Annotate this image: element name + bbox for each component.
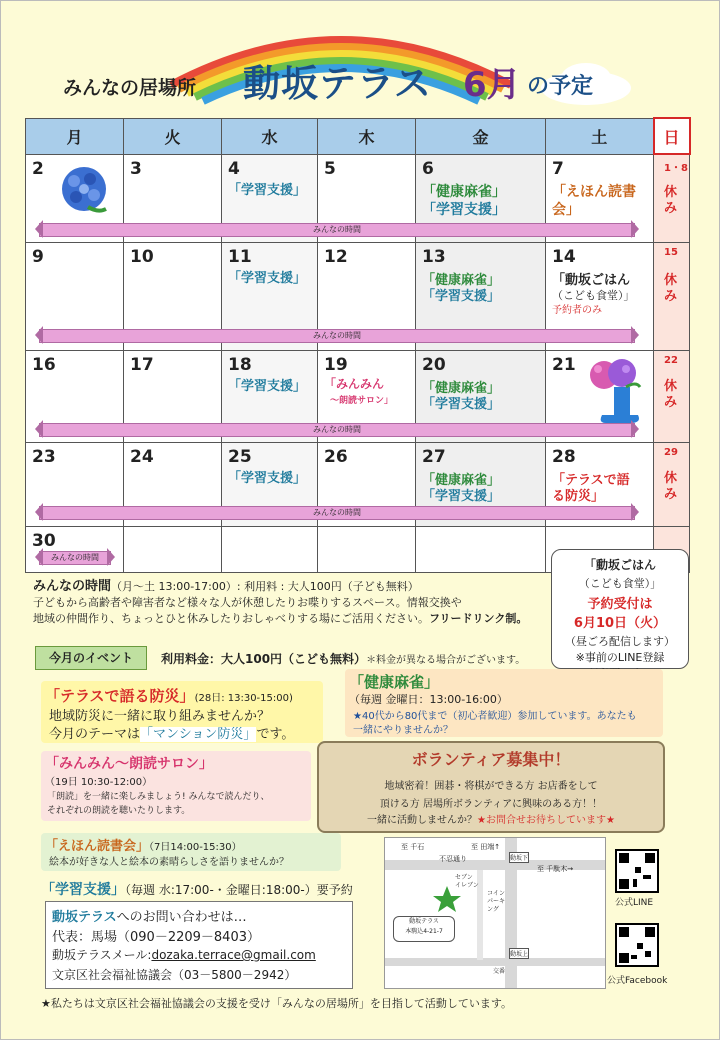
volunteer-callout: ★お問合せお待ちしています★ bbox=[477, 815, 615, 826]
minna-time-bar: みんなの時間 bbox=[39, 423, 635, 437]
event-gakushu bbox=[41, 879, 353, 899]
event-label: 「学習支援」 bbox=[228, 378, 307, 394]
event-label: 「健康麻雀」 bbox=[422, 183, 506, 200]
day-number: 12 bbox=[324, 246, 348, 267]
event-label: 「学習支援」 bbox=[422, 201, 506, 218]
ehon-text: 絵本が好きな人と絵本の素晴らしさを語りませんか？ bbox=[49, 857, 289, 868]
holiday-label: み bbox=[664, 201, 678, 216]
mahjong-text: 一緒にやりませんか？ bbox=[353, 725, 453, 736]
day-number: 21 bbox=[552, 354, 576, 375]
ehon-time: （7日14:00-15:30） bbox=[149, 842, 242, 853]
holiday-label: 休 bbox=[664, 378, 678, 394]
holiday-label: 休 bbox=[664, 272, 678, 288]
map-label: 至 千駄木→ bbox=[537, 865, 574, 873]
events-fee-note: ＊料金が異なる場合がございます。 bbox=[366, 655, 526, 666]
map-label: パーキ bbox=[487, 898, 506, 905]
reservation-note: （昼ごろ配信します） bbox=[565, 635, 675, 648]
access-map bbox=[384, 837, 606, 989]
map-label: 交番 bbox=[493, 968, 506, 975]
event-mahjong bbox=[345, 669, 663, 737]
hydrangea-boot-icon bbox=[586, 357, 644, 425]
day-cell bbox=[654, 242, 690, 350]
minmin-time: （19日 10:30-12:00） bbox=[45, 777, 153, 788]
contact-org: 動坂テラス bbox=[52, 910, 117, 925]
volunteer-title: ボランティア募集中！ bbox=[411, 750, 571, 769]
day-number: 5 bbox=[324, 158, 336, 179]
bousai-text: 地域防災に一緒に取り組みませんか？ bbox=[49, 709, 271, 724]
day-number: 30 bbox=[32, 530, 56, 551]
day-number: 17 bbox=[130, 354, 154, 375]
volunteer-text: 地域密着！囲碁・将棋ができる方 お店番をして bbox=[384, 781, 598, 792]
events-fee bbox=[161, 650, 525, 667]
event-label: 会」 bbox=[552, 201, 580, 218]
event-label: （こども食堂）」 bbox=[552, 288, 635, 302]
event-note: 予約者のみ bbox=[552, 304, 602, 316]
day-cell bbox=[318, 526, 416, 572]
holiday-label: 休 bbox=[664, 185, 678, 200]
footer-note: ★私たちは文京区社会福祉協議会の支援を受け「みんなの居場所」を目指して活動しています。 bbox=[41, 997, 512, 1010]
day-cell bbox=[654, 154, 690, 242]
mahjong-time: （毎週 金曜日：13:00-16:00） bbox=[349, 693, 508, 706]
event-label: 「学習支援」 bbox=[422, 288, 501, 304]
reservation-title: 「動坂ごはん bbox=[583, 558, 656, 572]
volunteer-recruit bbox=[317, 741, 665, 833]
day-number: 16 bbox=[32, 354, 56, 375]
bousai-text: です。 bbox=[256, 727, 295, 742]
weekday-sat: 土 bbox=[546, 118, 654, 154]
minmin-text: それぞれの朗読を聴いたりします。 bbox=[47, 806, 191, 816]
day-number: 7 bbox=[552, 158, 564, 179]
ehon-title: 「えほん読書会」 bbox=[45, 839, 150, 854]
weekday-tue: 火 bbox=[124, 118, 222, 154]
map-label: 動坂上 bbox=[509, 948, 529, 959]
day-number: 15 bbox=[664, 246, 678, 258]
event-label: 「みんみん bbox=[324, 376, 385, 391]
facebook-qr-label: 公式Facebook bbox=[607, 976, 668, 986]
event-label: 「健康麻雀」 bbox=[422, 380, 501, 396]
event-label: 「学習支援」 bbox=[228, 470, 307, 486]
minna-time-bar: みんなの時間 bbox=[39, 329, 635, 343]
bousai-theme: 「マンション防災」 bbox=[140, 727, 257, 742]
map-label: 動坂下 bbox=[509, 852, 529, 863]
hydrangea-icon bbox=[58, 165, 110, 215]
contact-council: 文京区社会福祉協議会（03－5800－2942） bbox=[52, 968, 297, 982]
facebook-qr-code[interactable] bbox=[615, 923, 659, 967]
day-cell bbox=[124, 526, 222, 572]
event-ehon bbox=[41, 833, 341, 871]
day-number: 20 bbox=[422, 354, 446, 375]
line-qr-label: 公式LINE bbox=[615, 898, 654, 908]
reservation-date: 6月10日（火） bbox=[573, 616, 667, 631]
day-number: 23 bbox=[32, 446, 56, 467]
event-label: る防災」 bbox=[552, 488, 605, 504]
events-fee-text: 利用料金：大人100円（こども無料） bbox=[161, 652, 367, 666]
minna-text-bold: フリードリンク制。 bbox=[429, 612, 528, 625]
day-number: 28 bbox=[552, 446, 576, 467]
minna-title: みんなの時間 bbox=[33, 579, 112, 594]
map-label: 至 千石 bbox=[401, 843, 425, 851]
bousai-text: 今月のテーマは bbox=[49, 727, 141, 742]
header-title: 動坂テラス bbox=[243, 62, 432, 105]
minna-time-bar: みんなの時間 bbox=[39, 506, 635, 520]
day-cell bbox=[654, 350, 690, 442]
map-label: 本駒込4-21-7 bbox=[405, 928, 443, 935]
holiday-label: み bbox=[664, 288, 678, 304]
header-suffix: の予定 bbox=[527, 74, 594, 99]
day-number: 9 bbox=[32, 246, 44, 267]
event-label: 「テラスで語 bbox=[552, 472, 630, 488]
day-number: 1・8 bbox=[664, 163, 688, 174]
map-callout bbox=[393, 916, 455, 942]
weekday-mon: 月 bbox=[26, 118, 124, 154]
day-number: 29 bbox=[664, 446, 678, 458]
event-label: 「学習支援」 bbox=[228, 270, 307, 286]
map-label: イレブン bbox=[455, 882, 479, 889]
map-label: 不忍通り bbox=[439, 855, 467, 863]
day-number: 18 bbox=[228, 354, 252, 375]
mahjong-title: 「健康麻雀」 bbox=[349, 673, 440, 691]
day-cell bbox=[654, 442, 690, 526]
reservation-subtitle: （こども食堂）」 bbox=[578, 577, 662, 590]
minna-time-bar: みんなの時間 bbox=[39, 551, 111, 565]
map-label: セブン bbox=[455, 874, 473, 881]
event-label: 「学習支援」 bbox=[228, 182, 307, 198]
event-label: ～朗読サロン」 bbox=[330, 395, 394, 406]
header-subtitle: みんなの居場所 bbox=[63, 77, 197, 99]
minmin-text: 「朗読」を一緒に楽しみましょう! みんなで読んだり、 bbox=[47, 792, 270, 802]
event-bousai bbox=[41, 681, 323, 743]
minna-detail: （月～土 13:00-17:00）: 利用料 : 大人100円（子ども無料） bbox=[111, 580, 419, 593]
reservation-notice bbox=[551, 549, 689, 669]
weekday-fri: 金 bbox=[416, 118, 546, 154]
line-qr-code[interactable] bbox=[615, 849, 659, 893]
map-label: ング bbox=[487, 906, 499, 913]
minna-time-bar: みんなの時間 bbox=[39, 223, 635, 237]
gakushu-title: 「学習支援」 bbox=[41, 882, 125, 898]
holiday-label: 休 bbox=[664, 470, 678, 486]
day-cell bbox=[222, 526, 318, 572]
event-minmin bbox=[41, 751, 311, 821]
volunteer-text: 一緒に活動しませんか？ bbox=[367, 815, 478, 826]
day-number: 4 bbox=[228, 158, 240, 179]
day-number: 11 bbox=[228, 246, 252, 267]
day-number: 13 bbox=[422, 246, 446, 267]
bousai-time: (28日: 13:30-15:00) bbox=[194, 693, 293, 704]
minna-description bbox=[33, 579, 553, 627]
mahjong-text: ★40代から80代まで（初心者歓迎）参加しています。あなたも bbox=[353, 711, 637, 722]
event-label: 「健康麻雀」 bbox=[422, 272, 501, 288]
event-label: 「動坂ごはん bbox=[552, 272, 631, 288]
day-number: 25 bbox=[228, 446, 252, 467]
header-month: 6月 bbox=[463, 65, 521, 105]
events-tag: 今月のイベント bbox=[35, 646, 147, 670]
day-number: 10 bbox=[130, 246, 154, 267]
contact-mail-label: 動坂テラスメール: bbox=[52, 948, 152, 962]
holiday-label: み bbox=[664, 486, 678, 502]
minmin-title: 「みんみん～朗読サロン」 bbox=[45, 756, 213, 772]
contact-phone: 代表：馬場（090－2209－8403） bbox=[52, 930, 260, 945]
gakushu-time: （毎週 水:17:00-・金曜日:18:00-）要予約 bbox=[125, 883, 353, 897]
weekday-wed: 水 bbox=[222, 118, 318, 154]
minna-text: 地域の仲間作り、ちょっとひと休みしたりおしゃべりする場にご活用ください。 bbox=[33, 612, 429, 625]
map-label: コイン bbox=[487, 890, 505, 897]
weekday-sun: 日 bbox=[654, 118, 690, 154]
contact-box bbox=[45, 901, 353, 989]
volunteer-text: 頂ける方 居場所ボランティアに興味のある方！！ bbox=[379, 799, 603, 810]
map-label: 至 田端↑ bbox=[471, 843, 501, 851]
event-label: 「学習支援」 bbox=[422, 396, 501, 412]
event-label: 「えほん読書 bbox=[552, 183, 636, 200]
map-label: 動坂テラス bbox=[409, 918, 439, 925]
contact-lead: へのお問い合わせは… bbox=[116, 910, 247, 925]
day-number: 24 bbox=[130, 446, 154, 467]
day-number: 26 bbox=[324, 446, 348, 467]
reservation-label: 予約受付は bbox=[587, 597, 653, 612]
event-label: 「学習支援」 bbox=[422, 488, 501, 504]
holiday-label: み bbox=[664, 394, 678, 410]
calendar bbox=[25, 117, 691, 573]
day-number: 2 bbox=[32, 158, 44, 179]
day-number: 14 bbox=[552, 246, 576, 267]
day-number: 3 bbox=[130, 158, 142, 179]
minna-text: 子どもから高齢者や障害者など様々な人が休憩したりお喋りするスペース。情報交換や bbox=[33, 596, 462, 609]
day-cell bbox=[416, 526, 546, 572]
day-number: 6 bbox=[422, 158, 434, 179]
event-label: 「健康麻雀」 bbox=[422, 472, 501, 488]
day-number: 27 bbox=[422, 446, 446, 467]
bousai-title: 「テラスで語る防災」 bbox=[45, 687, 195, 705]
weekday-thu: 木 bbox=[318, 118, 416, 154]
day-number: 19 bbox=[324, 354, 348, 375]
contact-email-link[interactable]: dozaka.terrace@gmail.com bbox=[151, 948, 316, 962]
reservation-note: ※事前のLINE登録 bbox=[575, 651, 665, 664]
day-number: 22 bbox=[664, 354, 678, 366]
